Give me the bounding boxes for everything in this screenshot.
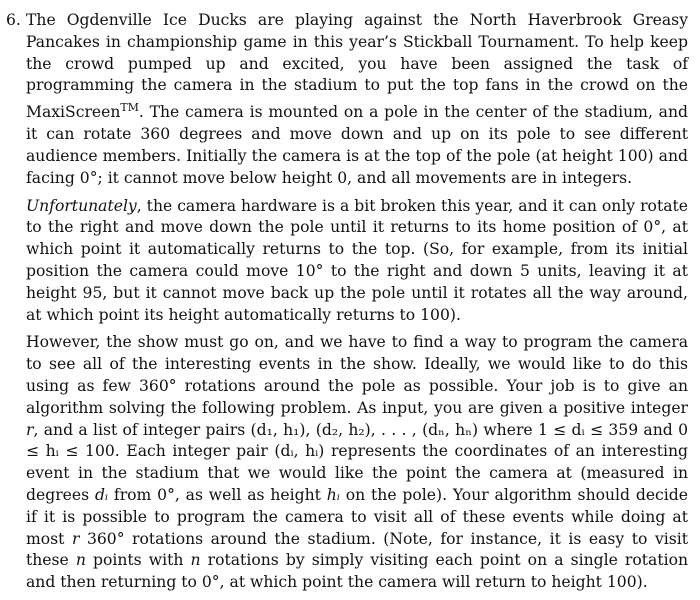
paragraph-2-run-1: Unfortunately [26,196,137,215]
paragraph-1-run-2: TM [120,101,139,115]
paragraph-3-run-9: 360° rotations around the stadium. (Note, for instance, it is easy to visit these [26,529,688,570]
paragraph-3-run-2: r [26,420,34,439]
paragraph-3-run-8: r [71,529,80,548]
problem-body [0,10,700,594]
paragraph-3-run-11: points with [85,551,191,570]
paragraph-3-run-3: , and a list of integer pairs (d₁, h₁), (d₂, h₂), . . . , (dₙ, hₙ) where 1 ≤ dᵢ ≤ 359 and 0 ≤ hᵢ ≤ 100. Each integer pair (dᵢ, hᵢ) represents the coordinates of an interesting event in the stadium that we would like the point the camera at (measured in degrees [26,420,688,504]
paragraph-3-run-12: n [190,551,201,570]
paragraph-3-run-7: on the pole). Your algorithm should decide if it is possible to program the camera to visit all of these events while doing at most [26,485,688,548]
paragraph-2 [26,196,688,327]
problem-6 [0,10,700,600]
paragraph-3-run-13: rotations by simply visiting each point on a single rotation and then returning to 0°, at which point the camera will return to height 100). [26,551,689,592]
problem-number: 6. [6,11,21,29]
paragraph-3-run-5: from 0°, as well as height [108,485,327,504]
paragraph-3-run-10: n [75,551,86,570]
paragraph-3-run-4: dᵢ [94,485,109,504]
paragraph-1 [26,10,688,190]
paragraph-3-run-1: However, the show must go on, and we have to find a way to program the camera to see all of the interesting events in the show. Ideally, we would like to do this using as few 360° rotations around the pole as possible. Your job is to give an algorithm solving the following problem. As input, you are given a positive integer [26,333,688,417]
paragraph-1-run-1: The Ogdenville Ice Ducks are playing against the North Haverbrook Greasy Pancakes in championship game in this year’s Stickball Tournament. To help keep the crowd pumped up and excited, you have been assigned the task of programming the camera in the stadium to put the top fans in the crowd on the MaxiScreen [26,11,688,122]
paragraph-3-run-6: hᵢ [326,485,340,504]
paragraph-3 [26,332,688,594]
paragraph-1-run-3: . The camera is mounted on a pole in the center of the stadium, and it can rotate 360 degrees and move down and up on its pole to see different audience members. Initially the camera is at the top of the pole (at height 100) and facing 0°; it cannot move below height 0, and all movements are in integers. [26,103,688,187]
paragraph-2-run-2: , the camera hardware is a bit broken this year, and it can only rotate to the right and move down the pole until it returns to its home position of 0°, at which point it automatically returns to the top. (So, for example, from its initial position the camera could move 10° to the right and down 5 units, leaving it at height 95, but it cannot move back up the pole until it rotates all the way around, at which point its height automatically returns to 100). [26,196,688,324]
